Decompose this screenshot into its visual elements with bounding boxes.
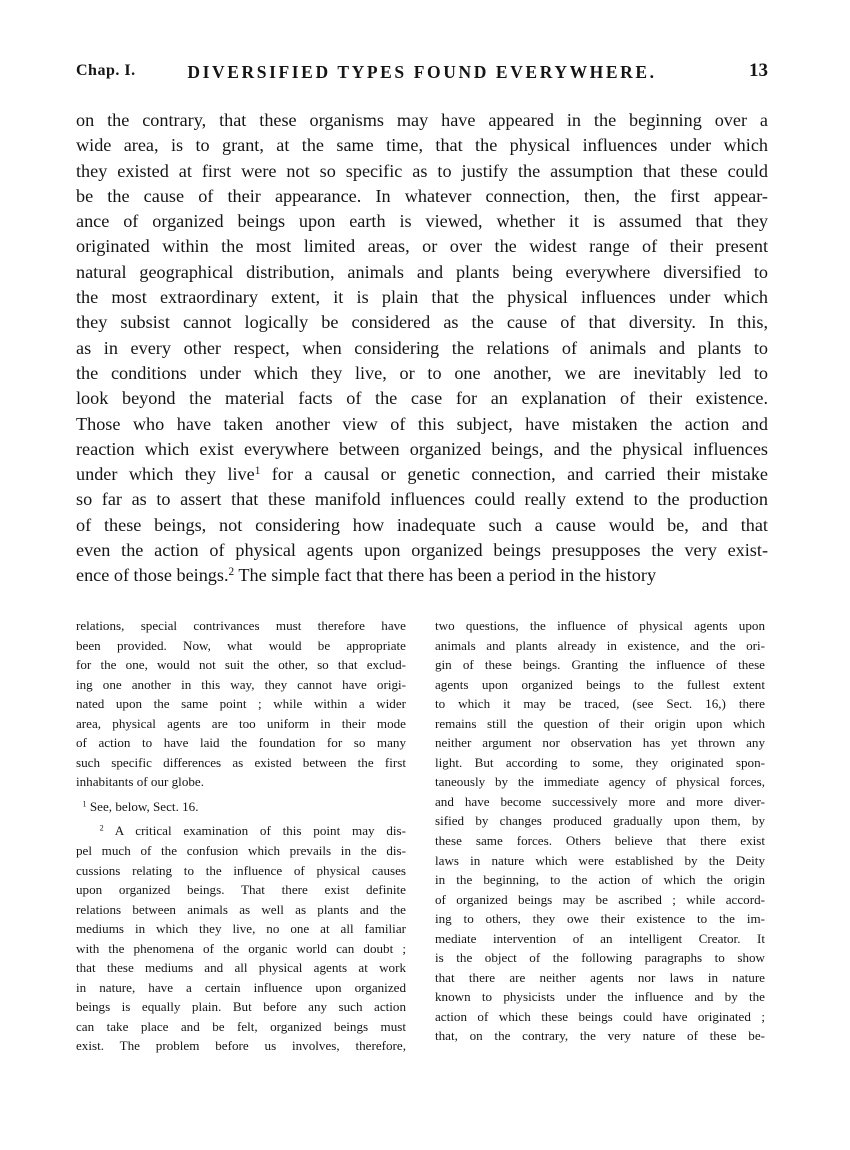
footnote-line: light. But according to some, they originated spon- (435, 754, 765, 770)
footnote-line: nated upon the same point ; while within a wider (76, 696, 406, 712)
footnote-line: cussions relating to the influence of physical causes (76, 862, 406, 878)
text-line: they subsist cannot logically be considered as the cause of that diversity. In this, (76, 312, 768, 333)
footnote-text: A critical examination of this point may dis- (103, 823, 406, 839)
footnote-line: area, physical agents are too uniform in their mode (76, 715, 406, 731)
footnote-line: mediate intervention of an intelligent Creator. It (435, 930, 765, 946)
text-line: wide area, is to grant, at the same time, that the physical influences under which (76, 135, 768, 156)
text-segment: for a causal or genetic connection, and carried their mistake (260, 464, 768, 485)
footnote-line: gin of these beings. Granting the influence of these (435, 657, 765, 673)
text-line: originated within the most limited areas, or over the widest range of their present (76, 236, 768, 257)
text-segment: under which they live (76, 464, 255, 485)
text-line (76, 563, 768, 588)
text-line: even the action of physical agents upon organized beings presupposes the very exist- (76, 540, 768, 561)
footnote-line: animals and plants already in existence, and the ori- (435, 637, 765, 653)
footnote-line: can take place and be felt, organized beings must (76, 1018, 406, 1034)
footnote-line: agents upon organized beings to the fullest extent (435, 676, 765, 692)
footnote-line: for the one, would not suit the other, so that exclud- (76, 657, 406, 673)
chapter-label: Chap. I. (76, 62, 136, 79)
footnote-line: neither argument nor observation has yet thrown any (435, 735, 765, 751)
text-line (76, 462, 768, 487)
footnote-marker-2: 2 (99, 824, 104, 834)
footnote-line: these same forces. Others believe that there exist (435, 833, 765, 849)
footnote-line: that these mediums and all physical agents at work (76, 960, 406, 976)
text-line: of these beings, not considering how inadequate such a cause would be, and that (76, 514, 768, 535)
footnotes-left-column (76, 616, 406, 1056)
footnote-line: in nature, have a certain influence upon organized (76, 979, 406, 995)
text-line: natural geographical distribution, animals and plants being everywhere diversified to (76, 261, 768, 282)
footnote-line: relations, special contrivances must therefore have (76, 618, 406, 633)
text-line: look beyond the material facts of the case for an explanation of their existence. (76, 388, 768, 409)
text-segment: ence of those beings. (76, 565, 229, 586)
footnote-line: to which it may be traced, (see Sect. 16,) there (435, 696, 765, 712)
footnote-line: with the phenomena of the organic world can doubt ; (76, 940, 406, 956)
text-line: Those who have taken another view of this subject, have mistaken the action and (76, 413, 768, 434)
page-number: 13 (749, 60, 768, 81)
text-line: on the contrary, that these organisms may have appeared in the beginning over a (76, 110, 768, 130)
footnote-line: beings is equally plain. But before any such action (76, 999, 406, 1015)
footnote-ref-1: 1 (254, 464, 261, 477)
footnote-line: laws in nature which were established by the Deity (435, 852, 765, 868)
footnote-ref-2: 2 (228, 566, 235, 579)
footnote-line: exist. The problem before us involves, therefore, (76, 1038, 406, 1054)
footnote-line: action of which these beings could have originated ; (435, 1008, 765, 1024)
footnote-line: in the beginning, to the action of which the origin (435, 872, 765, 888)
footnote-line: that, on the contrary, the very nature of these be- (435, 1028, 765, 1044)
footnote-line: known to physicists under the influence and by the (435, 989, 765, 1005)
footnote-line: of organized beings may be ascribed ; while accord- (435, 891, 765, 907)
footnote-line: ing to others, they owe their existence to the im- (435, 911, 765, 927)
footnote-line: relations between animals as well as plants and the (76, 901, 406, 917)
footnote-marker-1: 1 (82, 799, 87, 809)
text-line: ance of organized beings upon earth is viewed, whether it is assumed that they (76, 211, 768, 232)
footnote-line: been provided. Now, what would be appropriate (76, 637, 406, 653)
footnote-line: taneously by the immediate agency of physical forces, (435, 774, 765, 790)
footnote-line: is the object of the following paragraphs to show (435, 950, 765, 966)
footnote-line: ing one another in this way, they cannot have origi- (76, 676, 406, 692)
footnote-line: two questions, the influence of physical agents upon (435, 618, 765, 633)
footnote-line: sified by changes produced gradually upon them, by (435, 813, 765, 829)
text-line: the most extraordinary extent, it is plain that the physical influences under which (76, 287, 768, 308)
footnote-line: that there are neither agents nor laws in nature (435, 969, 765, 985)
footnotes-right-column (435, 616, 765, 1046)
text-line: as in every other respect, when considering the relations of animals and plants to (76, 337, 768, 358)
footnote-2 (76, 821, 406, 841)
footnote-line: mediums in which they live, no one at all familiar (76, 921, 406, 937)
text-line: so far as to assert that these manifold influences could really extend to the production (76, 489, 768, 510)
running-head (76, 60, 768, 88)
footnote-line: such specific differences as existed between the first (76, 754, 406, 770)
footnote-line: and have become successively more and more diver- (435, 793, 765, 809)
footnote-line: pel much of the confusion which prevails in the dis- (76, 843, 406, 859)
footnote-line: upon organized beings. That there exist definite (76, 882, 406, 898)
footnote-line: remains still the question of their origin upon which (435, 715, 765, 731)
text-line: the conditions under which they live, or to one another, we are inevitably led to (76, 362, 768, 383)
running-title: DIVERSIFIED TYPES FOUND EVERYWHERE. (187, 62, 657, 82)
footnote-1 (76, 797, 406, 817)
footnote-line: of action to have laid the foundation for so many (76, 735, 406, 751)
main-text (76, 108, 768, 589)
text-line: be the cause of their appearance. In whatever connection, then, the first appear- (76, 185, 768, 206)
footnote-text: See, below, Sect. 16. (86, 798, 199, 814)
text-segment: The simple fact that there has been a period in the history (234, 565, 657, 586)
text-line: they existed at first were not so specific as to justify the assumption that these could (76, 160, 768, 181)
text-line: reaction which exist everywhere between organized beings, and the physical influences (76, 438, 768, 459)
footnote-line: inhabitants of our globe. (76, 774, 205, 790)
